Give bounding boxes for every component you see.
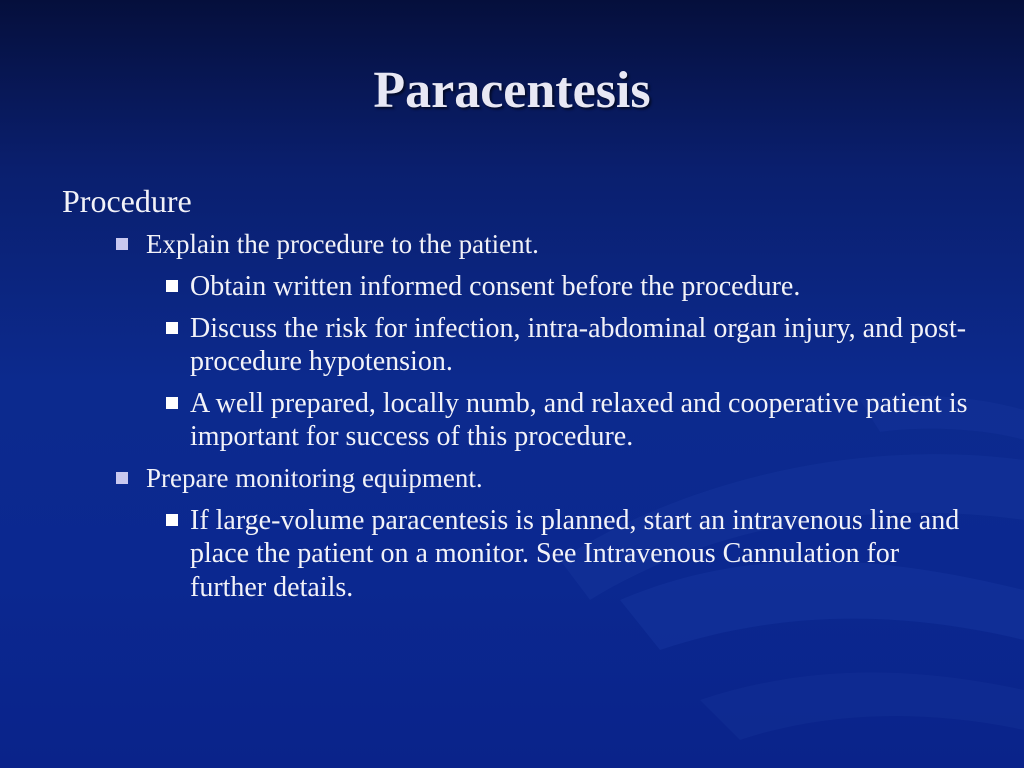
sub-bullet-item-text: A well prepared, locally numb, and relaxed and cooperative patient is important for success of this procedure.: [190, 387, 968, 452]
section-heading: Procedure: [62, 183, 192, 219]
square-bullet-icon: [116, 238, 128, 250]
sub-bullet-item: [190, 504, 972, 605]
slide-title: Paracentesis: [373, 62, 651, 119]
square-bullet-icon: [166, 280, 178, 292]
bullet-item: [146, 228, 972, 260]
bullet-item-text: Prepare monitoring equipment.: [146, 462, 483, 493]
sub-bullet-item-text: Discuss the risk for infection, intra-abdominal organ injury, and post-procedure hypotension.: [190, 312, 967, 377]
square-bullet-icon: [166, 322, 178, 334]
slide-body: [62, 180, 972, 612]
square-bullet-icon: [166, 397, 178, 409]
square-bullet-icon: [116, 472, 128, 484]
sub-bullet-item: [190, 312, 972, 379]
sub-bullet-item-text: If large-volume paracentesis is planned, start an intravenous line and place the patient on a monitor. See Intravenous Cannulation for further details.: [190, 504, 960, 603]
bullet-item-text: Explain the procedure to the patient.: [146, 229, 539, 259]
sub-bullet-item: [190, 270, 972, 304]
square-bullet-icon: [166, 514, 178, 526]
bullet-item: [146, 462, 972, 494]
sub-bullet-item: [190, 387, 972, 454]
sub-bullet-item-text: Obtain written informed consent before the procedure.: [190, 271, 801, 302]
